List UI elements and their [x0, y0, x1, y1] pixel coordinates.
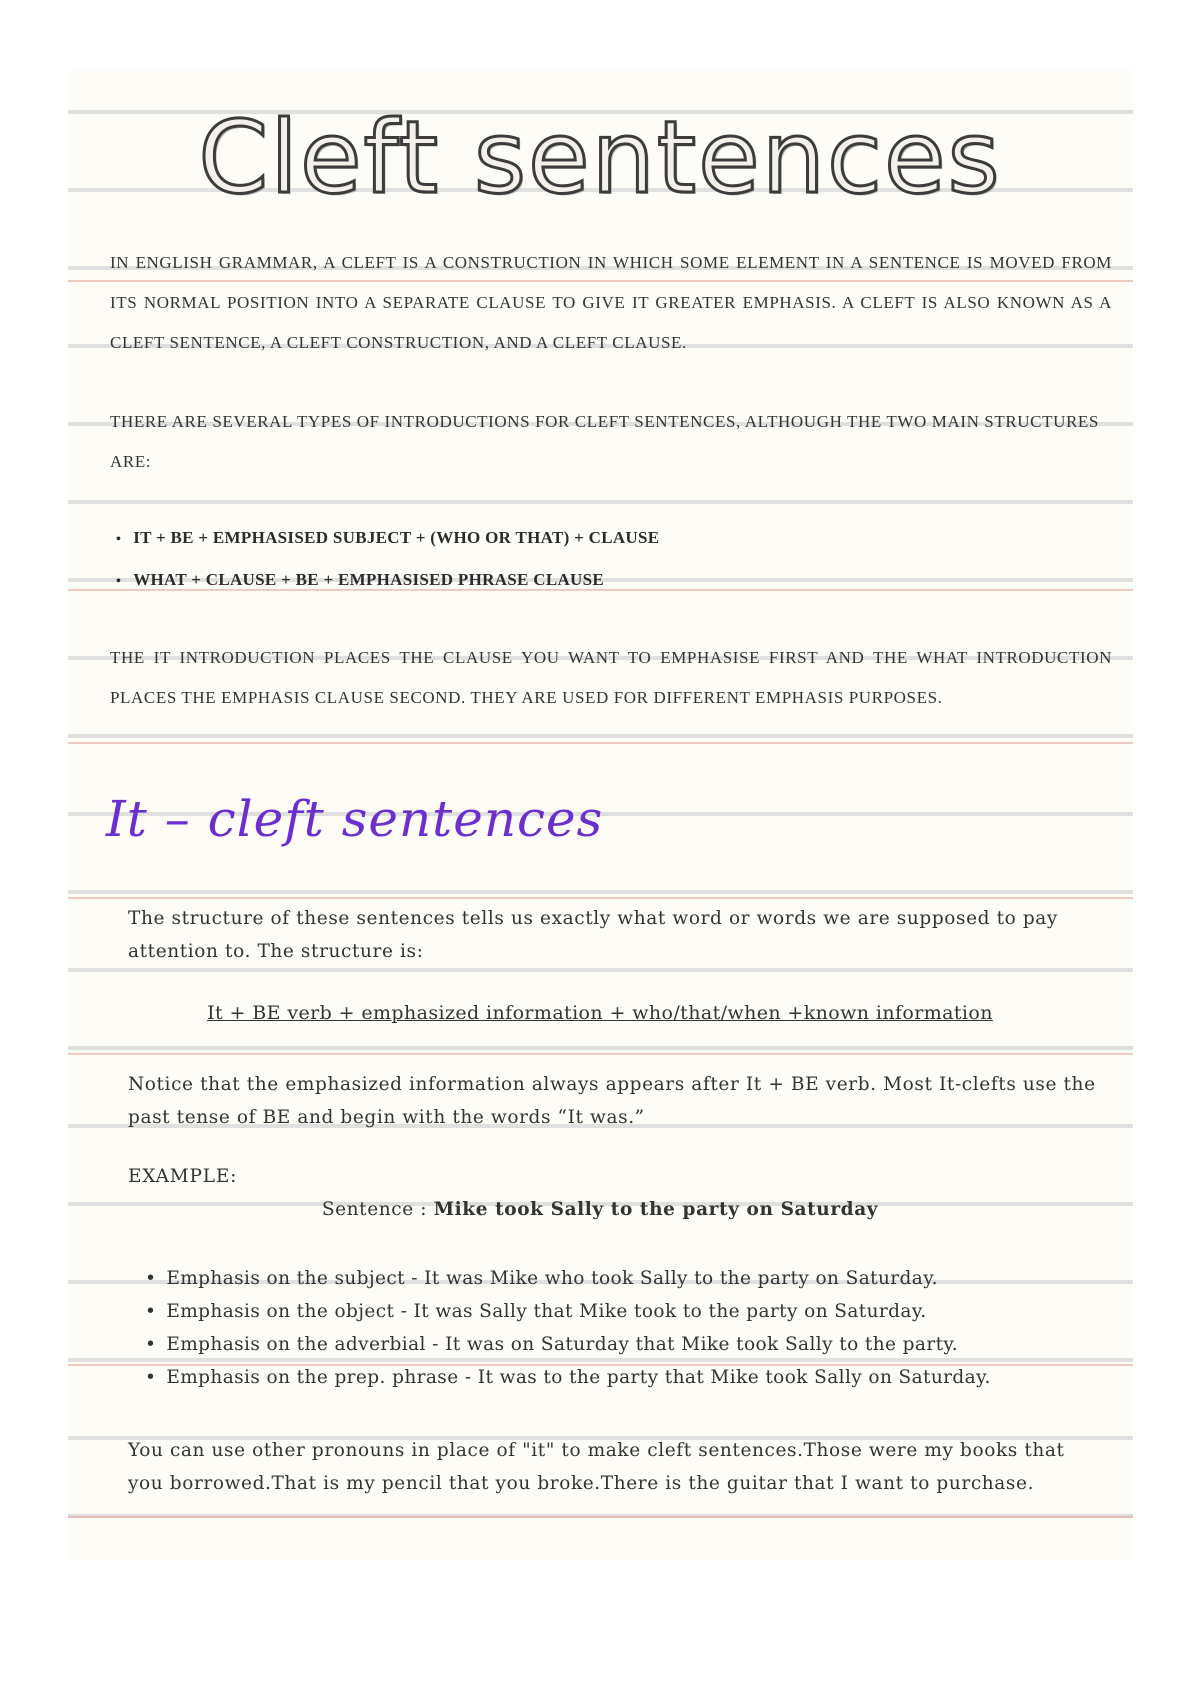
list-item: • Emphasis on the object - It was Sally that Mike took to the party on Saturday. [145, 1295, 991, 1328]
list-item: • IT + BE + EMPHASISED SUBJECT + (WHO OR THAT) + CLAUSE [116, 518, 659, 560]
example-label: EXAMPLE: [128, 1166, 238, 1187]
list-item: • WHAT + CLAUSE + BE + EMPHASISED PHRASE CLAUSE [116, 560, 659, 602]
notice-paragraph: Notice that the emphasized information always appears after It + BE verb. Most It-clefts use the past tense of BE and begin with the words “It was.” [128, 1074, 1096, 1128]
structure-paragraph: The structure of these sentences tells us exactly what word or words we are supposed to pay attention to. The structure is: [128, 908, 1058, 962]
section-heading: It – cleft sentences [106, 790, 604, 848]
margin-rule [68, 897, 1133, 899]
list-item: • Emphasis on the subject - It was Mike who took Sally to the party on Saturday. [145, 1262, 991, 1295]
intro-paragraph: IN ENGLISH GRAMMAR, A CLEFT IS A CONSTRUCTION IN WHICH SOME ELEMENT IN A SENTENCE IS MOVED FROM ITS NORMAL POSITION INTO A SEPARATE CLAUSE TO GIVE IT GREATER EMPHASIS. A CLEFT IS ALSO KNOWN AS A CLEFT SENTENCE, A CLEFT CONSTRUCTION, AND A CLEFT CLAUSE. [110, 253, 1112, 352]
it-what-note-paragraph: THE IT INTRODUCTION PLACES THE CLAUSE YOU WANT TO EMPHASISE FIRST AND THE WHAT INTRODUCTION PLACES THE EMPHASIS CLAUSE SECOND. THEY ARE USED FOR DIFFERENT EMPHASIS PURPOSES. [110, 648, 1112, 707]
list-item: • Emphasis on the adverbial - It was on Saturday that Mike took Sally to the party. [145, 1328, 991, 1361]
sentence-text: Mike took Sally to the party on Saturday [433, 1199, 879, 1220]
pronouns-paragraph: You can use other pronouns in place of "it" to make cleft sentences.Those were my books that you borrowed.That is my pencil that you broke.There is the guitar that I want to purchase. [128, 1440, 1065, 1494]
structures-list [116, 518, 659, 602]
examples-list [145, 1262, 991, 1394]
page-title: Cleft sentences [198, 99, 1002, 216]
margin-rule [68, 1053, 1133, 1055]
structure-formula: It + BE verb + emphasized information + who/that/when +known information [207, 1002, 993, 1024]
margin-rule [68, 1516, 1133, 1518]
sentence-label: Sentence : [321, 1199, 434, 1220]
list-item: • Emphasis on the prep. phrase - It was to the party that Mike took Sally on Saturday. [145, 1361, 991, 1394]
example-sentence [0, 1199, 1200, 1220]
margin-rule [68, 742, 1133, 744]
types-intro-paragraph: THERE ARE SEVERAL TYPES OF INTRODUCTIONS FOR CLEFT SENTENCES, ALTHOUGH THE TWO MAIN STRUCTURES ARE: [110, 412, 1099, 471]
